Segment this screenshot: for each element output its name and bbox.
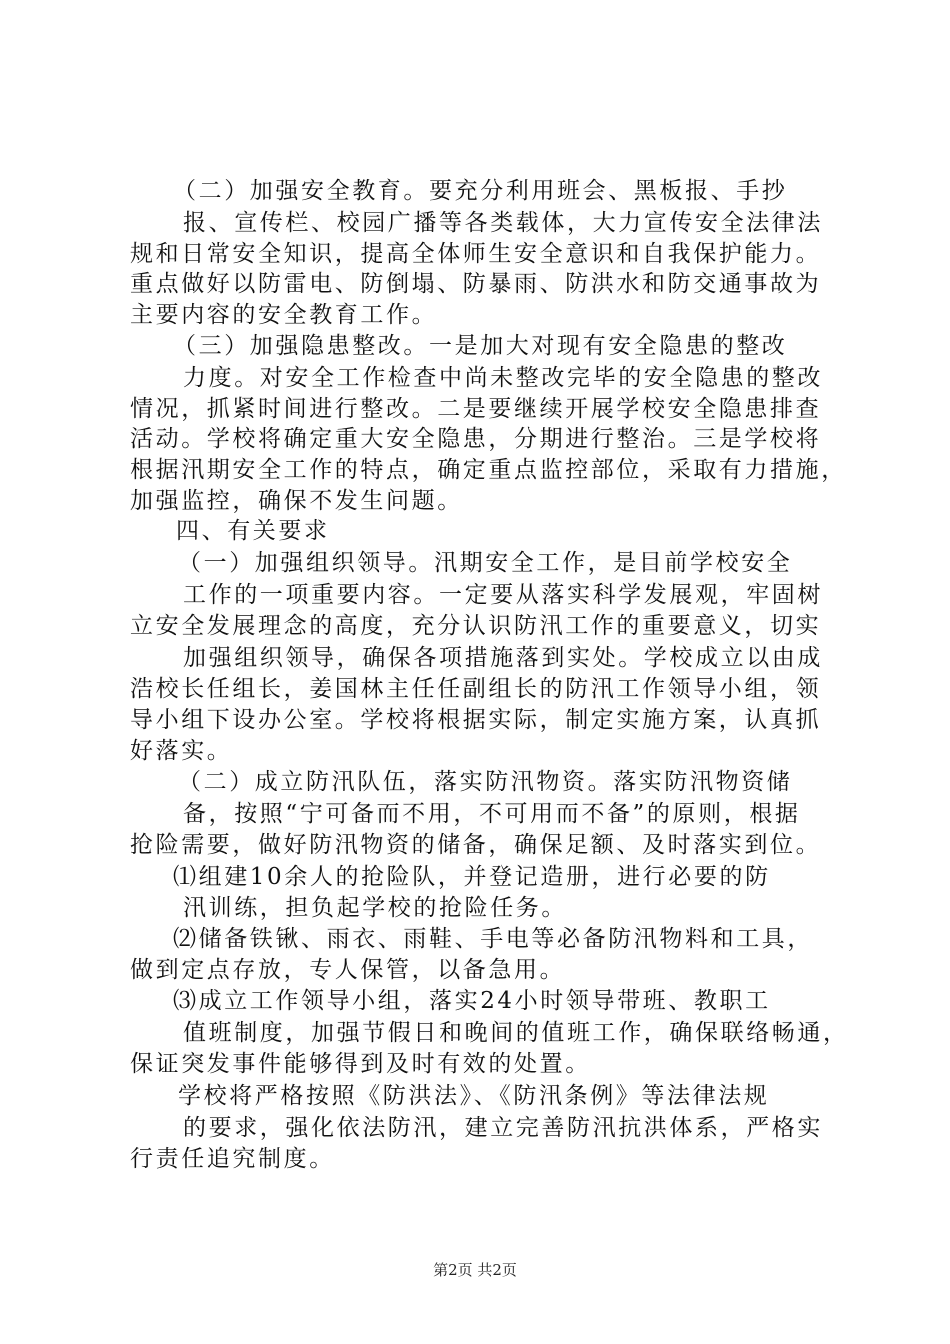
text-line: 学校将严格按照《防洪法》、《防汛条例》等法律法规: [178, 1083, 770, 1109]
text-line: 立安全发展理念的高度，充分认识防汛工作的重要意义，切实: [130, 613, 822, 639]
text-line: 主要内容的安全教育工作。: [130, 302, 438, 328]
list-item: ⑴组建10余人的抢险队，并登记造册，进行必要的防: [173, 864, 771, 890]
text-line: 活动。学校将确定重大安全隐患，分期进行整治。三是学校将: [130, 426, 822, 452]
text-line: 报、宣传栏、校园广播等各类载体，大力宣传安全法律法: [183, 210, 823, 236]
text-line: 工作的一项重要内容。一定要从落实科学发展观，牢固树: [183, 582, 823, 608]
text-line: 加强监控，确保不发生问题。: [130, 488, 463, 514]
text-line: （三）加强隐患整改。一是加大对现有安全隐患的整改: [173, 333, 788, 359]
text-line: 重点做好以防雷电、防倒塌、防暴雨、防洪水和防交通事故为: [130, 271, 822, 297]
text-line: 情况，抓紧时间进行整改。二是要继续开展学校安全隐患排查: [130, 396, 822, 422]
text-line: 力度。对安全工作检查中尚未整改完毕的安全隐患的整改: [183, 365, 823, 391]
text-line: 根据汛期安全工作的特点，确定重点监控部位，采取有力措施，: [130, 457, 847, 483]
text-line: 抢险需要，做好防汛物资的储备，确保足额、及时落实到位。: [130, 832, 822, 858]
text-line: （二）加强安全教育。要充分利用班会、黑板报、手抄: [173, 178, 788, 204]
page-footer: 第2页 共2页: [433, 1261, 517, 1279]
text-line: 备，按照“宁可备而不用，不可用而不备”的原则，根据: [183, 801, 801, 827]
text-line: 行责任追究制度。: [130, 1146, 335, 1172]
text-line: 汛训练，担负起学校的抢险任务。: [183, 895, 567, 921]
text-line: 保证突发事件能够得到及时有效的处置。: [130, 1051, 591, 1077]
text-line: 做到定点存放，专人保管，以备急用。: [130, 957, 566, 983]
list-item: ⑵储备铁锹、雨衣、雨鞋、手电等必备防汛物料和工具，: [173, 926, 813, 952]
text-line: （一）加强组织领导。汛期安全工作，是目前学校安全: [178, 550, 793, 576]
text-line: 值班制度，加强节假日和晚间的值班工作，确保联络畅通，: [183, 1020, 849, 1046]
list-item: ⑶成立工作领导小组，落实24小时领导带班、教职工: [173, 988, 771, 1014]
text-line: 的要求，强化依法防汛，建立完善防汛抗洪体系，严格实: [183, 1115, 823, 1141]
text-line: 规和日常安全知识，提高全体师生安全意识和自我保护能力。: [130, 241, 822, 267]
text-line: 浩校长任组长，姜国林主任任副组长的防汛工作领导小组，领: [130, 676, 822, 702]
text-line: （二）成立防汛队伍，落实防汛物资。落实防汛物资储: [178, 769, 793, 795]
text-line: 加强组织领导，确保各项措施落到实处。学校成立以由成: [183, 645, 823, 671]
text-line: 好落实。: [130, 738, 233, 764]
text-line: 导小组下设办公室。学校将根据实际，制定实施方案，认真抓: [130, 707, 822, 733]
section-heading: 四、有关要求: [176, 518, 330, 544]
